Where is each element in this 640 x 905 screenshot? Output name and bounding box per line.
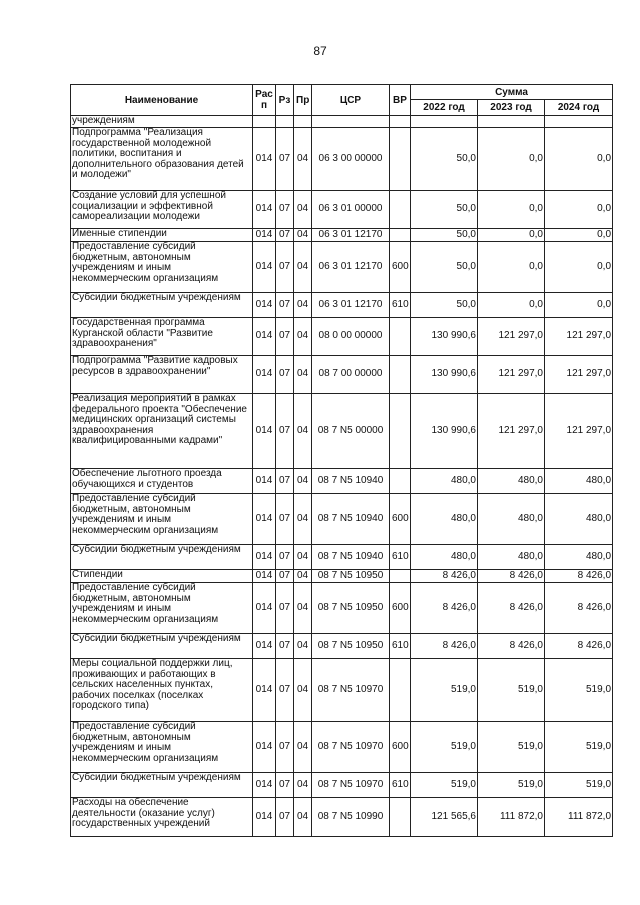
cell-name: Именные стипендии [71, 229, 253, 242]
cell-pr: 04 [294, 128, 312, 191]
cell-s2024: 121 297,0 [545, 318, 613, 356]
cell-pr: 04 [294, 634, 312, 659]
cell-s2022: 50,0 [411, 242, 478, 293]
cell-vr: 600 [390, 242, 411, 293]
cell-pr: 04 [294, 394, 312, 469]
cell-s2024: 0,0 [545, 293, 613, 318]
cell-vr [390, 229, 411, 242]
cell-pr: 04 [294, 570, 312, 583]
cell-ras: 014 [253, 242, 276, 293]
cell-rz: 07 [276, 229, 294, 242]
cell-name: учреждениям [71, 116, 253, 128]
cell-vr [390, 469, 411, 494]
cell-rz: 07 [276, 583, 294, 634]
cell-pr: 04 [294, 293, 312, 318]
cell-ras: 014 [253, 394, 276, 469]
cell-s2022: 519,0 [411, 722, 478, 773]
cell-vr: 610 [390, 293, 411, 318]
cell-rz: 07 [276, 242, 294, 293]
table-row [71, 191, 613, 229]
cell-ras: 014 [253, 798, 276, 837]
cell-csr: 06 3 01 00000 [312, 191, 390, 229]
header-ras: Рас п [253, 85, 276, 116]
cell-rz: 07 [276, 545, 294, 570]
cell-name: Предоставление субсидий бюджетным, автономным учреждениям и иным некоммерческим организациям [71, 583, 253, 634]
cell-pr: 04 [294, 318, 312, 356]
table-row [71, 634, 613, 659]
cell-s2022: 480,0 [411, 545, 478, 570]
cell-s2023: 519,0 [478, 773, 545, 798]
table-body [71, 116, 613, 837]
cell-vr [390, 116, 411, 128]
cell-rz: 07 [276, 570, 294, 583]
cell-csr: 06 3 01 12170 [312, 229, 390, 242]
cell-rz: 07 [276, 659, 294, 722]
cell-name: Государственная программа Курганской области "Развитие здравоохранения" [71, 318, 253, 356]
cell-pr: 04 [294, 229, 312, 242]
cell-vr: 600 [390, 722, 411, 773]
cell-ras: 014 [253, 545, 276, 570]
budget-table [70, 84, 613, 837]
cell-ras: 014 [253, 570, 276, 583]
cell-s2022: 480,0 [411, 494, 478, 545]
cell-ras: 014 [253, 494, 276, 545]
cell-s2024: 0,0 [545, 128, 613, 191]
cell-s2024: 0,0 [545, 242, 613, 293]
header-2022: 2022 год [411, 100, 478, 116]
cell-s2023: 8 426,0 [478, 570, 545, 583]
cell-pr: 04 [294, 191, 312, 229]
cell-rz: 07 [276, 773, 294, 798]
cell-pr [294, 116, 312, 128]
cell-s2023: 111 872,0 [478, 798, 545, 837]
cell-name: Реализация мероприятий в рамках федерального проекта "Обеспечение медицинских организаций системы здравоохранения квалифицированными кадрами" [71, 394, 253, 469]
cell-s2024: 111 872,0 [545, 798, 613, 837]
cell-pr: 04 [294, 494, 312, 545]
header-name: Наименование [71, 85, 253, 116]
cell-pr: 04 [294, 356, 312, 394]
cell-rz: 07 [276, 394, 294, 469]
cell-pr: 04 [294, 469, 312, 494]
header-2023: 2023 год [478, 100, 545, 116]
cell-ras: 014 [253, 583, 276, 634]
cell-csr: 08 7 N5 10940 [312, 494, 390, 545]
cell-s2024: 0,0 [545, 229, 613, 242]
cell-rz: 07 [276, 191, 294, 229]
cell-rz: 07 [276, 469, 294, 494]
cell-vr: 600 [390, 494, 411, 545]
cell-csr: 06 3 00 00000 [312, 128, 390, 191]
cell-s2022: 8 426,0 [411, 570, 478, 583]
cell-s2024: 8 426,0 [545, 583, 613, 634]
cell-s2022: 50,0 [411, 128, 478, 191]
cell-name: Обеспечение льготного проезда обучающихся и студентов [71, 469, 253, 494]
cell-name: Меры социальной поддержки лиц, проживающих и работающих в сельских населенных пунктах, рабочих поселках (поселках городского типа) [71, 659, 253, 722]
cell-ras: 014 [253, 659, 276, 722]
cell-pr: 04 [294, 583, 312, 634]
cell-vr [390, 394, 411, 469]
cell-ras: 014 [253, 293, 276, 318]
cell-s2024 [545, 116, 613, 128]
cell-pr: 04 [294, 242, 312, 293]
table-row [71, 494, 613, 545]
table-row [71, 356, 613, 394]
table-row [71, 318, 613, 356]
cell-csr: 08 7 N5 10990 [312, 798, 390, 837]
cell-ras: 014 [253, 318, 276, 356]
cell-csr: 08 7 N5 10940 [312, 469, 390, 494]
table-row [71, 469, 613, 494]
cell-csr: 06 3 01 12170 [312, 242, 390, 293]
cell-name: Расходы на обеспечение деятельности (оказание услуг) государственных учреждений [71, 798, 253, 837]
cell-vr [390, 356, 411, 394]
cell-s2022: 130 990,6 [411, 356, 478, 394]
cell-s2022 [411, 116, 478, 128]
cell-rz: 07 [276, 318, 294, 356]
cell-ras: 014 [253, 469, 276, 494]
cell-csr: 08 7 N5 00000 [312, 394, 390, 469]
cell-csr: 08 7 N5 10940 [312, 545, 390, 570]
cell-s2023: 480,0 [478, 545, 545, 570]
table-row [71, 394, 613, 469]
cell-s2024: 8 426,0 [545, 570, 613, 583]
cell-ras: 014 [253, 773, 276, 798]
cell-vr: 610 [390, 545, 411, 570]
cell-csr: 06 3 01 12170 [312, 293, 390, 318]
cell-s2022: 519,0 [411, 773, 478, 798]
cell-name: Предоставление субсидий бюджетным, автономным учреждениям и иным некоммерческим организациям [71, 722, 253, 773]
cell-csr: 08 7 N5 10970 [312, 773, 390, 798]
cell-csr [312, 116, 390, 128]
cell-vr [390, 570, 411, 583]
cell-name: Субсидии бюджетным учреждениям [71, 773, 253, 798]
cell-s2023: 519,0 [478, 722, 545, 773]
cell-rz: 07 [276, 634, 294, 659]
cell-s2023: 0,0 [478, 229, 545, 242]
cell-csr: 08 7 N5 10950 [312, 634, 390, 659]
table-row [71, 798, 613, 837]
cell-s2023: 121 297,0 [478, 318, 545, 356]
cell-ras: 014 [253, 356, 276, 394]
cell-s2024: 480,0 [545, 494, 613, 545]
cell-s2023: 8 426,0 [478, 634, 545, 659]
cell-s2024: 480,0 [545, 545, 613, 570]
cell-pr: 04 [294, 659, 312, 722]
cell-s2022: 519,0 [411, 659, 478, 722]
cell-s2023: 121 297,0 [478, 356, 545, 394]
cell-s2023: 121 297,0 [478, 394, 545, 469]
cell-rz [276, 116, 294, 128]
cell-name: Субсидии бюджетным учреждениям [71, 545, 253, 570]
cell-pr: 04 [294, 773, 312, 798]
cell-ras [253, 116, 276, 128]
table-row [71, 242, 613, 293]
cell-s2023: 0,0 [478, 191, 545, 229]
cell-s2022: 50,0 [411, 229, 478, 242]
cell-pr: 04 [294, 722, 312, 773]
cell-s2024: 121 297,0 [545, 356, 613, 394]
header-csr: ЦСР [312, 85, 390, 116]
table-row [71, 293, 613, 318]
cell-vr [390, 659, 411, 722]
cell-s2024: 8 426,0 [545, 634, 613, 659]
cell-s2022: 50,0 [411, 191, 478, 229]
cell-pr: 04 [294, 545, 312, 570]
cell-csr: 08 7 N5 10970 [312, 659, 390, 722]
header-vr: ВР [390, 85, 411, 116]
cell-s2023 [478, 116, 545, 128]
cell-ras: 014 [253, 191, 276, 229]
cell-rz: 07 [276, 293, 294, 318]
cell-s2024: 121 297,0 [545, 394, 613, 469]
cell-vr: 610 [390, 634, 411, 659]
table-row [71, 545, 613, 570]
table-row [71, 229, 613, 242]
cell-name: Стипендии [71, 570, 253, 583]
cell-ras: 014 [253, 634, 276, 659]
cell-s2024: 519,0 [545, 722, 613, 773]
cell-csr: 08 0 00 00000 [312, 318, 390, 356]
header-2024: 2024 год [545, 100, 613, 116]
cell-rz: 07 [276, 356, 294, 394]
table-row [71, 583, 613, 634]
cell-name: Подпрограмма "Развитие кадровых ресурсов в здравоохранении" [71, 356, 253, 394]
cell-s2024: 480,0 [545, 469, 613, 494]
cell-s2022: 8 426,0 [411, 634, 478, 659]
cell-s2023: 8 426,0 [478, 583, 545, 634]
cell-s2022: 480,0 [411, 469, 478, 494]
cell-vr: 600 [390, 583, 411, 634]
cell-s2023: 0,0 [478, 293, 545, 318]
table-row [71, 659, 613, 722]
cell-vr [390, 128, 411, 191]
cell-vr: 610 [390, 773, 411, 798]
cell-ras: 014 [253, 128, 276, 191]
table-row [71, 722, 613, 773]
cell-name: Субсидии бюджетным учреждениям [71, 293, 253, 318]
cell-rz: 07 [276, 128, 294, 191]
header-pr: Пр [294, 85, 312, 116]
cell-ras: 014 [253, 722, 276, 773]
cell-name: Создание условий для успешной социализации и эффективной самореализации молодежи [71, 191, 253, 229]
cell-csr: 08 7 N5 10970 [312, 722, 390, 773]
cell-s2023: 519,0 [478, 659, 545, 722]
cell-name: Субсидии бюджетным учреждениям [71, 634, 253, 659]
cell-s2022: 130 990,6 [411, 318, 478, 356]
cell-s2022: 8 426,0 [411, 583, 478, 634]
cell-vr [390, 798, 411, 837]
cell-rz: 07 [276, 722, 294, 773]
cell-vr [390, 318, 411, 356]
cell-rz: 07 [276, 494, 294, 545]
table-row [71, 570, 613, 583]
cell-name: Предоставление субсидий бюджетным, автономным учреждениям и иным некоммерческим организациям [71, 242, 253, 293]
cell-s2023: 480,0 [478, 469, 545, 494]
cell-s2022: 130 990,6 [411, 394, 478, 469]
cell-s2022: 50,0 [411, 293, 478, 318]
cell-name: Подпрограмма "Реализация государственной молодежной политики, воспитания и дополнительного образования детей и молодежи" [71, 128, 253, 191]
cell-ras: 014 [253, 229, 276, 242]
table-row [71, 128, 613, 191]
cell-s2024: 519,0 [545, 773, 613, 798]
table-row [71, 116, 613, 128]
header-sum: Сумма [411, 85, 613, 100]
cell-s2023: 480,0 [478, 494, 545, 545]
table-row [71, 773, 613, 798]
cell-s2024: 519,0 [545, 659, 613, 722]
table-header [71, 85, 613, 116]
cell-s2022: 121 565,6 [411, 798, 478, 837]
cell-name: Предоставление субсидий бюджетным, автономным учреждениям и иным некоммерческим организациям [71, 494, 253, 545]
cell-s2023: 0,0 [478, 128, 545, 191]
cell-vr [390, 191, 411, 229]
cell-s2024: 0,0 [545, 191, 613, 229]
cell-rz: 07 [276, 798, 294, 837]
cell-pr: 04 [294, 798, 312, 837]
page-number: 87 [313, 44, 327, 58]
cell-csr: 08 7 N5 10950 [312, 570, 390, 583]
cell-s2023: 0,0 [478, 242, 545, 293]
header-rz: Рз [276, 85, 294, 116]
cell-csr: 08 7 00 00000 [312, 356, 390, 394]
cell-csr: 08 7 N5 10950 [312, 583, 390, 634]
